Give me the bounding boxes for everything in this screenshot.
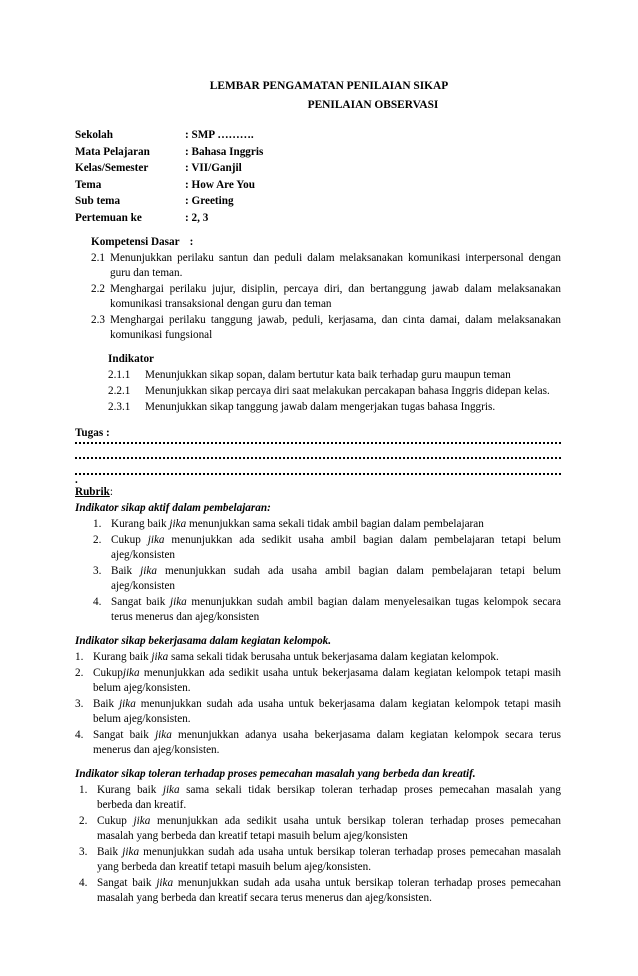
tugas-end-dot: . [75,474,78,486]
aktif-item-3-line1: Baik jika menunjukkan sudah ada usaha ambil bagian dalam pembelajaran tetapi belum [111,565,561,577]
toleran-item-2-line2: masalah yang berbeda dan kreatif tetapi masuih belum ajeg/konsisten [97,830,408,842]
kd-text-2-2-line1: Menghargai perilaku jujur, disiplin, percaya diri, dan bertanggung jawab dalam melaksanakan [110,283,561,295]
toleran-item-1-line2: berbeda dan kreatif. [97,799,187,811]
kd-text-2-3-line2: komunikasi fungsional [110,329,213,341]
kerjasama-num: 2. [75,667,84,679]
toleran-num: 3. [79,846,88,858]
kerjasama-num: 4. [75,729,84,741]
document-title: LEMBAR PENGAMATAN PENILAIAN SIKAP [209,80,449,92]
document-page: LEMBAR PENGAMATAN PENILAIAN SIKAP PENILAIAN OBSERVASI Sekolah : SMP ………. Mata Pelajaran : Bahasa Inggris Kelas/Semester : VII/Ganjil Tema : How Are You Sub tema : Greeting Pertemuan ke : 2, 3 Kompetensi Dasar : 2.1 Menunjukkan perilaku santun dan peduli dalam melaksanakan komunikasi interpersonal dengan guru dan teman. 2.2 Menghargai perilaku jujur, disiplin, percaya diri, dan bertanggung jawab dalam melaksanakan komunikasi transaksional dengan guru dan teman 2.3 Menghargai perilaku tanggung jawab, peduli, kerjasama, dan cinta damai, dalam melaksanakan komunikasi fungsional Indikator 2.1.1 Menunjukkan sikap sopan, dalam bertutur kata baik terhadap guru maupun teman 2.2.1 Menunjukkan sikap percaya diri saat melakukan percakapan bahasa Inggris didepan kelas. 2.3.1 Menunjukkan sikap tanggung jawab dalam mengerjakan tugas bahasa Inggris. Tugas : . Rubrik: Indikator sikap aktif dalam pembelajaran: 1. Kurang baik jika menunjukkan sama sekali tidak ambil bagian dalam pembelajaran 2. Cukup jika menunjukkan ada sedikit usaha ambil bagian dalam pembelajaran tetapi belum ajeg/konsisten 3. Baik jika menunjukkan sudah ada usaha ambil bagian dalam pembelajaran tetapi belum ajeg/konsisten 4. Sangat baik jika menunjukkan sudah ambil bagian dalam menyelesaikan tugas kelompok secara terus menerus dan ajeg/konsisten Indikator sikap bekerjasama dalam kegiatan kelompok. 1. Kurang baik jika sama sekali tidak berusaha untuk bekerjasama dalam kegiatan kelompok. 2. Cukupjika menunjukkan ada sedikit usaha untuk bekerjasama dalam kegiatan kelompok tetapi masih belum ajeg/konsisten. 3. Baik jika menunjukkan sudah ada usaha untuk bekerjasama dalam kegiatan kelompok tetapi masih belum ajeg/konsisten. 4. Sangat baik jika menunjukkan adanya usaha bekerjasama dalam kegiatan kelompok secara terus menerus dan ajeg/konsisten. Indikator sikap toleran terhadap proses pemecahan masalah yang berbeda dan kreatif. 1. Kurang baik jika sama sekali tidak bersikap toleran terhadap proses pemecahan masalah yang berbeda dan kreatif. 2. Cukup jika menunjukkan ada sedikit usaha untuk bersikap toleran terhadap proses pemecahan masalah yang berbeda dan kreatif tetapi masuih belum ajeg/konsisten 3. Baik jika menunjukkan sudah ada usaha untuk bersikap toleran terhadap proses pemecahan masalah yang berbeda dan kreatif tetapi masuih belum ajeg/konsisten. 4. Sangat baik jika menunjukkan sudah ada usaha untuk bersikap toleran terhadap proses pemecahan masalah yang berbeda dan kreatif secara terus menerus dan ajeg/konsisten. [0,0,638,976]
aktif-num: 4. [93,596,102,608]
kd-text-2-1-line1: Menunjukkan perilaku santun dan peduli dalam melaksanakan komunikasi interpersonal dengan [110,252,561,264]
kerjasama-item-2-line2: belum ajeg/konsisten. [93,682,191,694]
kerjasama-item-4-line2: menerus dan ajeg/konsisten. [93,744,220,756]
kd-text-2-1-line2: guru dan teman. [110,267,183,279]
kd-text-2-2-line2: komunikasi transaksional dengan guru dan teman [110,298,332,310]
rubrik-heading: Rubrik: [75,486,113,498]
aktif-num: 2. [93,534,102,546]
kerjasama-item-1-line1: Kurang baik jika sama sekali tidak berusaha untuk bekerjasama dalam kegiatan kelompok. [93,651,499,663]
kompetensi-heading: Kompetensi Dasar : [91,236,194,248]
toleran-item-3-line1: Baik jika menunjukkan sudah ada usaha untuk bersikap toleran terhadap proses pemecahan masalah [97,846,561,858]
toleran-item-1-line1: Kurang baik jika sama sekali tidak bersikap toleran terhadap proses pemecahan masalah yang [97,784,561,796]
kd-num-2-3: 2.3 [91,314,105,326]
kd-text-2-3-line1: Menghargai perilaku tanggung jawab, peduli, kerjasama, dan cinta damai, dalam melaksanakan [110,314,561,326]
indikator-heading: Indikator [108,353,155,365]
toleran-item-4-line1: Sangat baik jika menunjukkan sudah ada usaha untuk bersikap toleran terhadap proses pemecahan [97,877,561,889]
kerjasama-heading: Indikator sikap bekerjasama dalam kegiatan kelompok. [75,635,332,647]
document-subtitle: PENILAIAN OBSERVASI [307,99,439,111]
aktif-item-3-line2: ajeg/konsisten [111,580,176,592]
toleran-num: 2. [79,815,88,827]
aktif-num: 3. [93,565,102,577]
answer-dotted-line [75,438,561,444]
toleran-item-2-line1: Cukup jika menunjukkan ada sedikit usaha untuk bersikap toleran terhadap proses pemecahan [97,815,561,827]
kerjasama-num: 3. [75,698,84,710]
kd-num-2-1: 2.1 [91,252,105,264]
kd-num-2-2: 2.2 [91,283,105,295]
toleran-item-4-line2: masalah yang berbeda dan kreatif secara terus menerus dan ajeg/konsisten. [97,892,432,904]
kerjasama-num: 1. [75,651,84,663]
toleran-num: 4. [79,877,88,889]
aktif-item-2-line2: ajeg/konsisten [111,549,176,561]
aktif-heading: Indikator sikap aktif dalam pembelajaran: [75,502,271,514]
aktif-num: 1. [93,518,102,530]
aktif-item-1-line1: Kurang baik jika menunjukkan sama sekali tidak ambil bagian dalam pembelajaran [111,518,484,530]
kerjasama-item-4-line1: Sangat baik jika menunjukkan adanya usaha bekerjasama dalam kegiatan kelompok secara terus [93,729,561,741]
answer-dotted-line [75,453,561,459]
toleran-heading: Indikator sikap toleran terhadap proses pemecahan masalah yang berbeda dan kreatif. [75,768,476,780]
tugas-heading: Tugas : [75,427,110,439]
aktif-item-2-line1: Cukup jika menunjukkan ada sedikit usaha ambil bagian dalam pembelajaran tetapi belum [111,534,561,546]
toleran-item-3-line2: yang berbeda dan kreatif tetapi masuih belum ajeg/konsisten. [97,861,372,873]
kerjasama-item-3-line1: Baik jika menunjukkan sudah ada usaha untuk bekerjasama dalam kegiatan kelompok tetapi masih [93,698,561,710]
kerjasama-item-2-line1: Cukupjika menunjukkan ada sedikit usaha untuk bekerjasama dalam kegiatan kelompok tetapi masih [93,667,561,679]
aktif-item-4-line1: Sangat baik jika menunjukkan sudah ambil bagian dalam menyelesaikan tugas kelompok secara [111,596,561,608]
kerjasama-item-3-line2: belum ajeg/konsisten. [93,713,191,725]
toleran-num: 1. [79,784,88,796]
answer-dotted-line [75,469,561,475]
aktif-item-4-line2: terus menerus dan ajeg/konsisten [111,611,260,623]
